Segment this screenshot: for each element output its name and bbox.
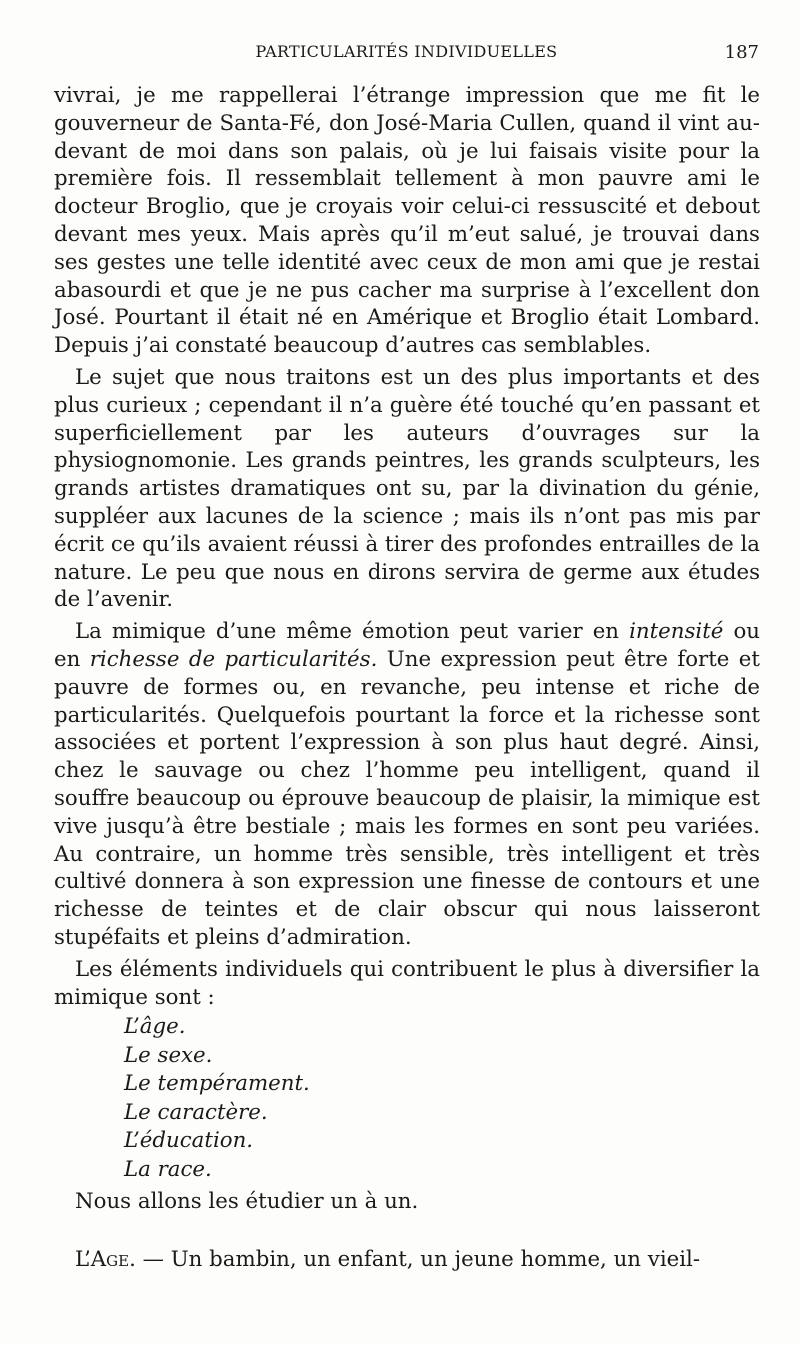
paragraph-mimicry [54, 618, 760, 952]
list-item: L’âge. [124, 1014, 186, 1040]
emphasis-richness: richesse de particularités. [89, 646, 378, 672]
paragraph-text: La mimique d’une même émotion peut varier en [75, 619, 620, 645]
list-item: L’éducation. [124, 1128, 254, 1154]
list-item: La race. [124, 1156, 212, 1182]
list-item: Le tempérament. [124, 1071, 310, 1097]
paragraph-subject: Le sujet que nous traitons est un des plus importants et des plus curieux ; cependant il n’a guère été touché qu’en passant et superficiellement par les auteurs d’ouvrages sur la physiognomonie. Les grands peintres, les grands sculpteurs, les grands artistes dramatiques ont su, par la divination du génie, suppléer aux lacunes de la science ; mais ils n’ont pas mis par écrit ce qu’ils avaient réussi à tirer des profondes entrailles de la nature. Le peu que nous en dirons servira de germe aux études de l’avenir. [54, 364, 760, 613]
paragraph-elements: Les éléments individuels qui contribuent le plus à diversifier la mimique sont : [54, 956, 760, 1010]
section-age [54, 1246, 760, 1274]
elements-list [124, 1013, 760, 1184]
section-label: L’Age. [75, 1247, 136, 1273]
list-item: Le caractère. [124, 1099, 268, 1125]
paragraph-study: Nous allons les étudier un à un. [75, 1189, 419, 1215]
paragraph-text: ou en [54, 619, 760, 672]
page-number: 187 [724, 42, 759, 63]
emphasis-intensity: intensité [629, 619, 724, 645]
paragraph-text: Une expression peut être forte et pauvre de formes ou, en revanche, peu intense et riche de particularités. Quelquefois pourtant la force et la richesse sont associées et portent l’expression à son plus haut degré. Ainsi, chez le sauvage ou chez l’homme peu intelligent, quand il souffre beaucoup ou éprouve beaucoup de plaisir, la mimique est vive jusqu’à être bestiale ; mais les formes en sont peu variées. Au contraire, un homme très sensible, très intelligent et très cultivé donnera à son expression une finesse de contours et une richesse de teintes et de clair obscur qui nous laisseront stupéfaits et pleins d’admiration. [54, 646, 760, 950]
running-head [54, 42, 759, 70]
list-item: Le sexe. [124, 1042, 213, 1068]
paragraph-continuation: vivrai, je me rappellerai l’étrange impression que me fit le gouverneur de Santa-Fé, don José-Maria Cullen, quand il vint au-devant de moi dans son palais, où je lui faisais visite pour la première fois. Il ressemblait tellement à mon pauvre ami le docteur Broglio, que je croyais voir celui-ci ressuscité et debout devant mes yeux. Mais après qu’il m’eut salué, je trouvai dans ses gestes une telle identité avec ceux de mon ami que je restai abasourdi et que je ne pus cacher ma surprise à l’excellent don José. Pourtant il était né en Amérique et Broglio était Lombard. Depuis j’ai constaté beaucoup d’autres cas semblables. [54, 83, 760, 359]
section-text: — Un bambin, un enfant, un jeune homme, un vieil- [142, 1247, 701, 1273]
running-title: PARTICULARITÉS INDIVIDUELLES [255, 42, 558, 61]
body-text [54, 82, 760, 1274]
